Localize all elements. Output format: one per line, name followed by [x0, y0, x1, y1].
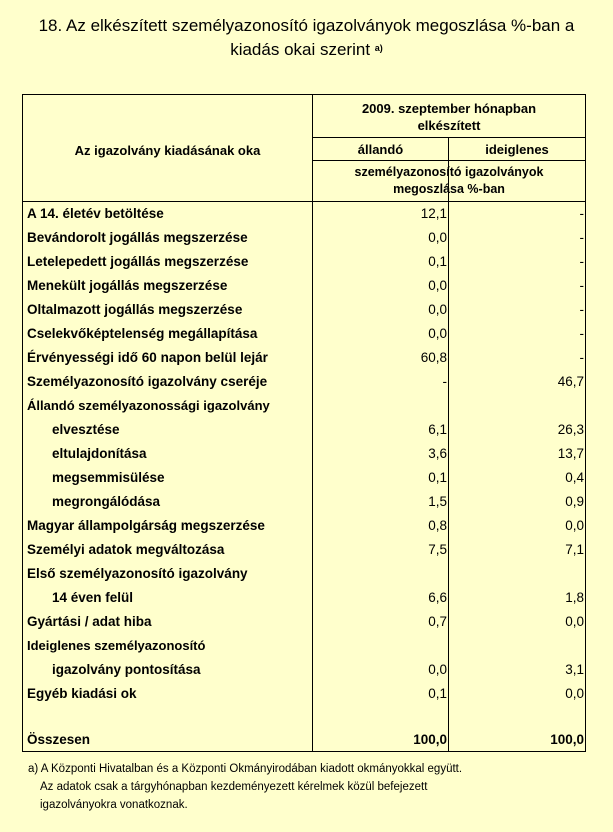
permanent-value: 3,6 — [428, 446, 447, 461]
total-permanent: 100,0 — [413, 732, 447, 747]
permanent-value: 0,0 — [428, 230, 447, 245]
table-row — [23, 634, 585, 658]
row-label: 14 éven felül — [52, 590, 134, 605]
statistics-table — [22, 94, 586, 752]
total-temporary: 100,0 — [550, 732, 584, 747]
temporary-value: 7,1 — [565, 542, 584, 557]
footnote-line-3: igazolványokra vonatkoznak. — [40, 799, 188, 811]
temporary-value: - — [579, 302, 584, 317]
table-row — [23, 226, 585, 250]
table-row — [23, 394, 585, 418]
permanent-value: 7,5 — [428, 542, 447, 557]
total-row — [23, 728, 585, 752]
row-label: Oltalmazott jogállás megszerzése — [27, 302, 243, 317]
permanent-value: 0,0 — [428, 662, 447, 677]
row-label: eltulajdonítása — [52, 446, 147, 461]
permanent-value: 0,0 — [428, 302, 447, 317]
table-row — [23, 658, 585, 682]
period-header: 2009. szeptember hónapban elkészített — [361, 101, 537, 133]
temporary-value: - — [579, 350, 584, 365]
row-label: Személyi adatok megváltozása — [27, 542, 225, 557]
permanent-value: 0,1 — [428, 470, 447, 485]
footnote-line-1: a) A Központi Hivatalban és a Központi Okmányirodában kiadott okmányokkal együtt. — [28, 763, 463, 775]
table-row — [23, 514, 585, 538]
permanent-value: 0,8 — [428, 518, 447, 533]
permanent-value: 0,1 — [428, 254, 447, 269]
row-label: Letelepedett jogállás megszerzése — [27, 254, 249, 269]
temporary-value: - — [579, 278, 584, 293]
temporary-value: - — [579, 230, 584, 245]
row-label: Bevándorolt jogállás megszerzése — [27, 230, 248, 245]
table-row — [23, 466, 585, 490]
row-label: Első személyazonosító igazolvány — [27, 566, 248, 581]
total-label: Összesen — [27, 732, 91, 747]
temporary-value: 0,0 — [565, 518, 584, 533]
permanent-value — [313, 394, 447, 418]
table-row — [23, 562, 585, 586]
temporary-value: 13,7 — [557, 446, 584, 461]
permanent-value: 1,5 — [428, 494, 447, 509]
temporary-value: - — [579, 206, 584, 221]
row-label: megrongálódása — [52, 494, 161, 509]
table-row — [23, 442, 585, 466]
permanent-header: állandó — [357, 141, 404, 157]
permanent-value: 0,7 — [428, 614, 447, 629]
temporary-value: 1,8 — [565, 590, 584, 605]
row-label: Személyazonosító igazolvány cseréje — [27, 374, 268, 389]
row-label: Érvényességi idő 60 napon belül lejár — [27, 350, 268, 365]
table-row — [23, 370, 585, 394]
row-label: Cselekvőképtelenség megállapítása — [27, 326, 258, 341]
unit-header: személyazonosító igazolványok megoszlása %-ban — [354, 165, 544, 196]
temporary-header: ideiglenes — [485, 141, 549, 157]
row-label: igazolvány pontosítása — [52, 662, 201, 677]
temporary-value: - — [579, 326, 584, 341]
temporary-value: 0,9 — [565, 494, 584, 509]
table-row — [23, 274, 585, 298]
table-row — [23, 250, 585, 274]
permanent-value: 6,6 — [428, 590, 447, 605]
footnote-line-2: Az adatok csak a tárgyhónapban kezdeményezett kérelmek közül befejezett — [40, 781, 428, 793]
table-row — [23, 202, 585, 226]
temporary-value: 3,1 — [565, 662, 584, 677]
permanent-value — [313, 562, 447, 586]
permanent-value: 0,0 — [428, 278, 447, 293]
permanent-value — [313, 634, 447, 658]
temporary-value: 0,0 — [565, 686, 584, 701]
table-row — [23, 682, 585, 706]
row-label: elvesztése — [52, 422, 120, 437]
temporary-value: 0,4 — [565, 470, 584, 485]
temporary-value: 26,3 — [557, 422, 584, 437]
row-label: Gyártási / adat hiba — [27, 614, 152, 629]
title-line-2: kiadás okai szerint $^{a)}$ — [230, 40, 383, 59]
row-label: Menekült jogállás megszerzése — [27, 278, 228, 293]
permanent-value: 60,8 — [420, 350, 447, 365]
table-row — [23, 538, 585, 562]
permanent-value: - — [442, 374, 447, 389]
temporary-value: - — [579, 254, 584, 269]
table-row — [23, 322, 585, 346]
reason-header: Az igazolvány kiadásának oka — [74, 142, 261, 158]
row-label: Egyéb kiadási ok — [27, 686, 137, 701]
temporary-value — [449, 394, 584, 418]
permanent-value: 6,1 — [428, 422, 447, 437]
temporary-value: 46,7 — [557, 374, 584, 389]
temporary-value — [449, 562, 584, 586]
table-title — [0, 14, 613, 62]
table-row — [23, 298, 585, 322]
row-label: Ideiglenes személyazonosító — [27, 638, 206, 653]
row-label: Magyar állampolgárság megszerzése — [27, 518, 265, 533]
title-line-1: 18. Az elkészített személyazonosító igazolványok megoszlása %-ban a — [38, 16, 575, 35]
table-row — [23, 418, 585, 442]
permanent-value: 12,1 — [420, 206, 447, 221]
temporary-value — [449, 634, 584, 658]
row-label: A 14. életév betöltése — [27, 206, 164, 221]
row-label: megsemmisülése — [52, 470, 165, 485]
row-label: Állandó személyazonossági igazolvány — [27, 398, 270, 413]
table-row — [23, 490, 585, 514]
permanent-value: 0,0 — [428, 326, 447, 341]
footnote-marker: a) — [374, 43, 383, 53]
table-row — [23, 586, 585, 610]
table-row — [23, 346, 585, 370]
temporary-value: 0,0 — [565, 614, 584, 629]
permanent-value: 0,1 — [428, 686, 447, 701]
table-row — [23, 610, 585, 634]
